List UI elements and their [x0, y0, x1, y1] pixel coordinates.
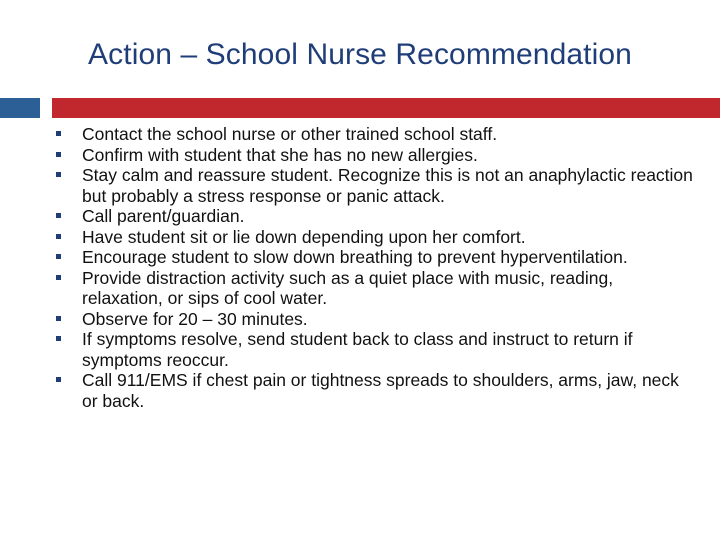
- bullet-text: If symptoms resolve, send student back to class and instruct to return if symptoms reoccur.: [82, 329, 633, 370]
- slide-title: Action – School Nurse Recommendation: [88, 38, 632, 71]
- bullet-text: Have student sit or lie down depending upon her comfort.: [82, 226, 526, 247]
- list-item: [56, 165, 696, 206]
- square-bullet-icon: [56, 336, 61, 341]
- square-bullet-icon: [56, 316, 61, 321]
- list-item: [56, 145, 696, 166]
- bullet-text: Provide distraction activity such as a quiet place with music, reading, relaxation, or sips of cool water.: [82, 267, 614, 308]
- list-item: [56, 206, 696, 227]
- list-item: [56, 227, 696, 248]
- bullet-text: Stay calm and reassure student. Recognize this is not an anaphylactic reaction but probably a stress response or panic attack.: [82, 165, 693, 206]
- bullet-text: Observe for 20 – 30 minutes.: [82, 308, 308, 329]
- square-bullet-icon: [56, 152, 61, 157]
- bullet-text: Call 911/EMS if chest pain or tightness spreads to shoulders, arms, jaw, neck or back.: [82, 370, 679, 411]
- list-item: [56, 329, 696, 370]
- bullet-text: Contact the school nurse or other trained school staff.: [82, 124, 498, 144]
- bullet-list: [56, 124, 696, 411]
- bullet-text: Encourage student to slow down breathing to prevent hyperventilation.: [82, 247, 628, 267]
- list-item: [56, 268, 696, 309]
- square-bullet-icon: [56, 377, 61, 382]
- list-item: [56, 370, 696, 411]
- square-bullet-icon: [56, 275, 61, 280]
- square-bullet-icon: [56, 254, 61, 259]
- square-bullet-icon: [56, 213, 61, 218]
- bullet-text: Call parent/guardian.: [82, 206, 245, 226]
- title-accent-bar-red: [52, 98, 720, 118]
- square-bullet-icon: [56, 234, 61, 239]
- square-bullet-icon: [56, 131, 61, 136]
- title-accent-bar-blue: [0, 98, 40, 118]
- list-item: [56, 309, 696, 330]
- list-item: [56, 247, 696, 268]
- bullet-text: Confirm with student that she has no new allergies.: [82, 144, 478, 165]
- square-bullet-icon: [56, 172, 61, 177]
- list-item: [56, 124, 696, 145]
